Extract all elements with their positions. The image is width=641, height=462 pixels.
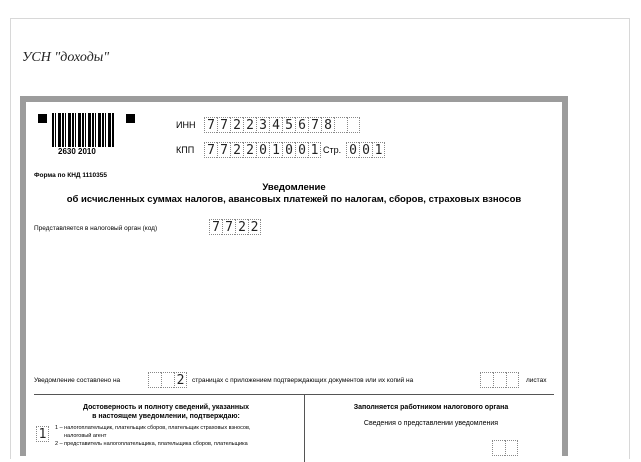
digit-cell[interactable]: [492, 440, 505, 456]
digit-cell[interactable]: 3: [256, 117, 269, 133]
column-divider: [304, 394, 305, 462]
digit-cell[interactable]: 1: [372, 142, 385, 158]
signer-code[interactable]: 1: [36, 426, 49, 442]
digit-cell[interactable]: 7: [222, 219, 235, 235]
form-subtitle: об исчисленных суммах налогов, авансовых платежей по налогам, сборов, страховых взносов: [66, 194, 522, 205]
sheets-label: листах: [526, 377, 547, 384]
right-section-title: Заполняется работником налогового органа: [353, 404, 509, 411]
barcode: [52, 113, 114, 147]
digit-cell[interactable]: 1: [308, 142, 321, 158]
digit-cell[interactable]: [334, 117, 347, 133]
right-section-sub: Сведения о представлении уведомления: [363, 420, 499, 427]
digit-cell[interactable]: 0: [295, 142, 308, 158]
digit-cell[interactable]: 1: [269, 142, 282, 158]
left-section-title: Достоверность и полноту сведений, указанных: [83, 404, 249, 411]
staff-cells: [492, 440, 518, 456]
digit-cell[interactable]: 2: [174, 372, 187, 388]
digit-cell[interactable]: 2: [235, 219, 248, 235]
signer-option-1-cont: налоговый агент: [64, 433, 107, 439]
digit-cell[interactable]: [506, 372, 519, 388]
copies-cells: [480, 372, 519, 388]
digit-cell[interactable]: [148, 372, 161, 388]
digit-cell[interactable]: 7: [209, 219, 222, 235]
digit-cell[interactable]: 2: [230, 117, 243, 133]
digit-cell[interactable]: [493, 372, 506, 388]
digit-cell[interactable]: 7: [204, 142, 217, 158]
digit-cell[interactable]: 2: [243, 117, 256, 133]
digit-cell[interactable]: 7: [217, 117, 230, 133]
pages-suffix: страницах с приложением подтверждающих документов или их копий на: [192, 377, 414, 384]
notification-form-page: [26, 102, 562, 462]
digit-cell[interactable]: 0: [282, 142, 295, 158]
digit-cell[interactable]: 0: [256, 142, 269, 158]
kpp-label: КПП: [176, 145, 195, 155]
digit-cell[interactable]: 7: [308, 117, 321, 133]
barcode-number: 2630 2010: [58, 147, 96, 156]
form-code: Форма по КНД 1110355: [34, 172, 107, 179]
digit-cell[interactable]: [505, 440, 518, 456]
section-divider: [34, 394, 554, 395]
digit-cell[interactable]: 8: [321, 117, 334, 133]
inn-label: ИНН: [176, 120, 196, 130]
composed-label: Уведомление составлено на: [34, 377, 121, 384]
corner-marker: [38, 114, 47, 123]
digit-cell[interactable]: 2: [230, 142, 243, 158]
tax-authority-label: Представляется в налоговый орган (код): [34, 225, 158, 232]
page-caption: УСН "доходы": [22, 50, 110, 65]
digit-cell[interactable]: 2: [248, 219, 261, 235]
left-section-title-2: в настоящем уведомлении, подтверждаю:: [92, 413, 240, 420]
digit-cell[interactable]: [480, 372, 493, 388]
digit-cell[interactable]: 0: [359, 142, 372, 158]
corner-marker: [126, 114, 135, 123]
inn-cells: [204, 117, 360, 133]
digit-cell[interactable]: [161, 372, 174, 388]
tax-authority-cells: [209, 219, 261, 235]
digit-cell[interactable]: 2: [243, 142, 256, 158]
signer-code-cell: [36, 426, 49, 442]
digit-cell[interactable]: 6: [295, 117, 308, 133]
digit-cell[interactable]: 7: [204, 117, 217, 133]
page-cells: [346, 142, 385, 158]
form-title: Уведомление: [262, 182, 326, 193]
signer-option-2: 2 – представитель налогоплательщика, плательщика сборов, плательщика: [55, 441, 248, 447]
page-label: Стр.: [323, 145, 342, 155]
kpp-cells: [204, 142, 321, 158]
digit-cell[interactable]: 5: [282, 117, 295, 133]
digit-cell[interactable]: 0: [346, 142, 359, 158]
signer-option-1: 1 – налогоплательщик, плательщик сборов, плательщик страховых взносов,: [55, 425, 251, 431]
digit-cell[interactable]: 4: [269, 117, 282, 133]
digit-cell[interactable]: 7: [217, 142, 230, 158]
pages-cells: [148, 372, 187, 388]
digit-cell[interactable]: [347, 117, 360, 133]
